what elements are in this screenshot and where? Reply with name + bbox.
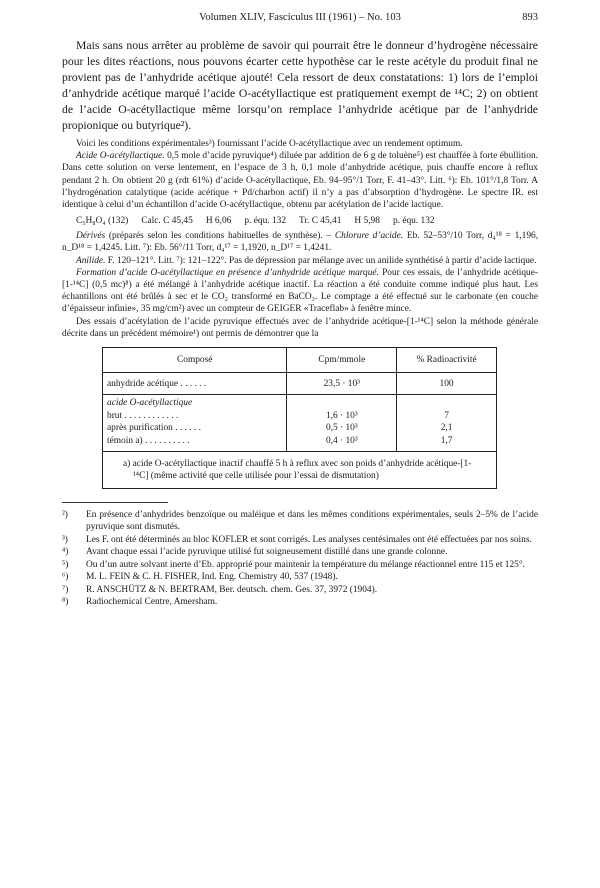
footnote: ⁷) R. ANSCHÜTZ & N. BERTRAM, Ber. deutsch. chem. Ges. 37, 3972 (1904).	[62, 584, 378, 595]
preparation-paragraph	[62, 150, 538, 211]
row-name: témoin a) . . . . . . . . . .	[107, 435, 190, 446]
anilide-paragraph	[62, 255, 538, 267]
row-name: après purification . . . . . .	[107, 423, 201, 434]
formation-text: Pour ces essais, de l’anhydride acétique-[1-¹⁴C] (0,5 mc)⁸) a été mélangé à l’anhydride acétique inactif. La réaction a été conduite comme indiqué plus haut. Les échantillons ont été brûlés à sec et le CO₂ transformé en BaCO₃. Le comptage a été effectué sur le carbonate (en couche d’épaisseur infinie», 35 mg/cm²) avec un compteur de GEIGER «Traceflab» à fenêtre mince.	[62, 267, 538, 315]
formation-paragraph	[62, 267, 538, 316]
radioactivity-table	[102, 347, 497, 489]
running-header	[62, 12, 538, 28]
row-cpm: 0,5 · 10³	[325, 423, 358, 434]
formula-part: C₅H₈O₄ (132)	[76, 216, 129, 227]
table-footnote: a) acide O-acétyllactique inactif chauffé 5 h à reflux avec son poids d’anhydride acétique-[1-¹⁴C] (même activité que celle utilisée pour l’essai de dismutation)	[103, 452, 497, 489]
column-header-radioactivity: % Radioactivité	[397, 348, 497, 373]
chloride-text: Eb. 52–53°/10 Torr, d₄¹⁸ = 1,196, n_D¹⁸ = 1,4245. Litt. ⁷): Eb. 56°/11 Torr, d₄¹⁷ = 1,1920, n_D¹⁷ = 1,4241.	[62, 231, 539, 254]
footnote: ⁸) Radiochemical Centre, Amersham.	[62, 597, 218, 608]
table-row-group	[103, 395, 497, 452]
elemental-analysis	[76, 214, 538, 228]
page-number: 893	[522, 12, 538, 23]
footnote: ⁵) Ou d’un autre solvant inerte d’Eb. approprié pour maintenir la température du mélange réactionnel entre 115 et 125°.	[62, 559, 525, 570]
row-pct: 2,1	[440, 423, 453, 434]
table-header-row	[103, 348, 497, 373]
footnote: ⁴) Avant chaque essai l’acide pyruvique utilisé fut soigneusement distillé dans une grande colonne.	[62, 547, 448, 558]
footnotes	[62, 509, 538, 608]
row-pct: 100	[397, 373, 497, 395]
anilide-text: F. 120–121°. Litt. ⁷): 121–122°. Pas de dépression par mélange avec un anilide synthétisé à partir d’acide lactique.	[107, 255, 537, 266]
footnote: ⁶) M. L. FEIN & C. H. FISHER, Ind. Eng. Chemistry 40, 537 (1948).	[62, 572, 338, 583]
derivatives-heading: Dérivés	[76, 231, 106, 242]
formula-part: H 5,98	[354, 216, 380, 227]
anilide-heading: Anilide.	[76, 255, 106, 266]
table-row	[103, 373, 497, 395]
formula-part: H 6,06	[205, 216, 232, 227]
footnote: ²) En présence d’anhydrides benzoïque ou maléique et dans les mêmes conditions expérimentales, seuls 2–5% de l’acide pyruvique sont dismutés.	[62, 510, 538, 533]
row-pct: 7	[444, 410, 449, 421]
column-header-compose: Composé	[103, 348, 287, 373]
derivatives-text: (préparés selon les conditions habituelles de synthèse). –	[108, 231, 332, 242]
intro-paragraph: Mais sans nous arrêter au problème de savoir qui pourrait être le donneur d’hydrogène nécessaire pour les dites réactions, nous pouvons écarter cette hypothèse car le reste acétyle du produit final ne provient pas de l’anhydride acétique ajouté! Cela ressort de deux constatations: 1) lors de l’emploi d’anhydride acétique marqué l’acide O-acétyllactique est pratiquement exempt de ¹⁴C; 2) on obtient de l’acide O-acétyllactique même lorsqu’on remplace l’anhydride acétique par de l’anhydride propionique ou butyrique²).	[62, 39, 538, 132]
row-pct: 1,7	[440, 435, 453, 446]
preparation-heading: Acide O-acétyllactique.	[76, 151, 165, 162]
radioactivity-table-wrapper	[102, 347, 497, 489]
row-cpm: 0,4 · 10³	[325, 435, 358, 446]
formula-part: p. équ. 132	[244, 216, 287, 227]
footnote-divider	[62, 502, 168, 503]
group-label: acide O-acétyllactique	[107, 398, 193, 409]
table-note-row	[103, 452, 497, 489]
footnote: ³) Les F. ont été déterminés au bloc KOFLER et sont corrigés. Les analyses centésimales ont été effectuées par nos soins.	[62, 534, 532, 545]
essais-paragraph: Des essais d’acétylation de l’acide pyruvique effectués avec de l’anhydride acétique-[1-¹⁴C] selon la méthode générale décrite dans un précédent mémoire¹) ont permis de démontrer que la	[62, 316, 538, 339]
formula-part: Tr. C 45,41	[299, 216, 342, 227]
preparation-text: 0,5 mole d’acide pyruvique⁴) diluée par addition de 6 g de toluène⁵) est chauffée à forte ébullition. Dans cette solution on verse lentement, en l’espace de 3 h, 0,1 mole d’anhydride acétique, puis chauffe encore à reflux pendant 2 h. On obtient 20 g (rdt 61%) d’acide O-acétyllactique, Eb. 94–95°/1 Torr, F. 41–43°. Litt. ⁶): Eb. 101°/1,8 Torr. A l’hydrogénation catalytique (acide acétique + Pd/charbon actif) il n’y a pas d’absorption d’hydrogène. Le spectre IR. est identique à celui d’un échantillon d’acide O-acétyllactique, obtenu par acétylation de l’acide lactique.	[62, 151, 538, 211]
row-name: anhydride acétique . . . . . .	[103, 373, 287, 395]
conditions-paragraph: Voici les conditions expérimentales³) fournissant l’acide O-acétyllactique avec un rendement optimum.	[76, 139, 463, 149]
row-cpm: 1,6 · 10³	[325, 410, 358, 421]
formula-part: Calc. C 45,45	[141, 216, 193, 227]
formation-heading: Formation d’acide O-acétyllactique en présence d’anhydride acétique marqué.	[76, 267, 379, 278]
chloride-heading: Chlorure d’acide.	[334, 231, 404, 242]
column-header-cpm: Cpm/mmole	[287, 348, 397, 373]
row-cpm: 23,5 · 10³	[287, 373, 397, 395]
derivatives-paragraph	[62, 230, 538, 254]
journal-volume-line: Volumen XLIV, Fasciculus III (1961) – No. 103	[199, 12, 401, 23]
formula-part: p. équ. 132	[392, 216, 435, 227]
article-body	[62, 38, 538, 609]
row-name: brut . . . . . . . . . . . .	[107, 410, 179, 421]
